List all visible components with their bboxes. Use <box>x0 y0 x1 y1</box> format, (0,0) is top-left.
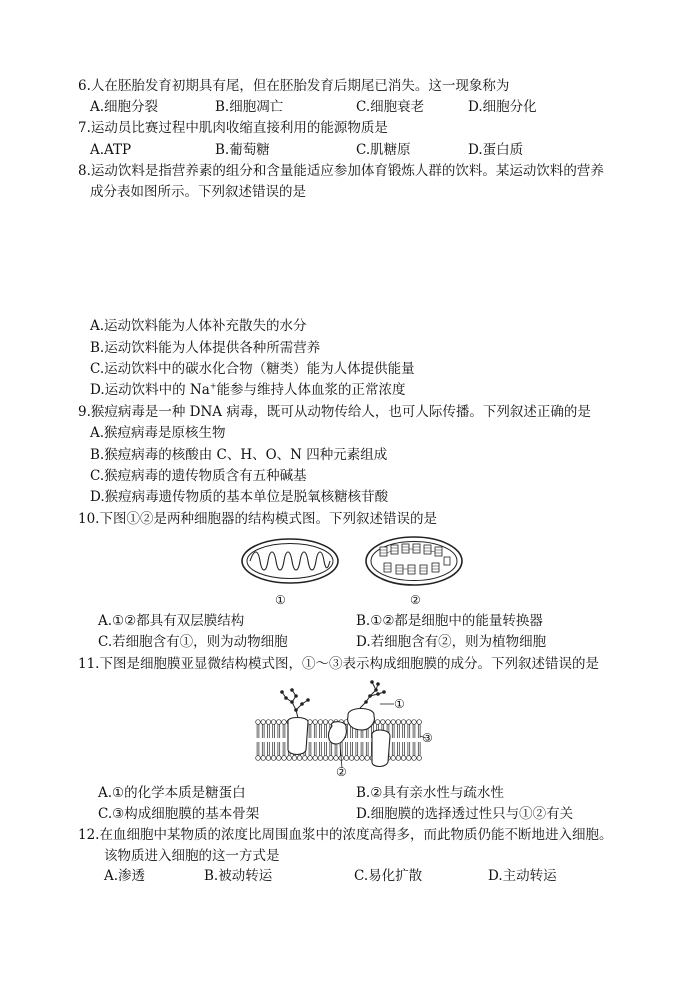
q12-options <box>104 867 664 885</box>
q11-stem: 11.下图是细胞膜亚显微结构模式图，①～③表示构成细胞膜的成分。下列叙述错误的是 <box>78 656 599 672</box>
q10-option-a[interactable]: A.①②都具有双层膜结构 <box>98 613 245 629</box>
q6-options <box>90 98 650 116</box>
q9-option-c[interactable]: C.猴痘病毒的遗传物质含有五种碱基 <box>90 468 307 484</box>
q12-stem-cont: 该物质进入细胞的这一方式是 <box>104 848 280 864</box>
q9-option-a[interactable]: A.猴痘病毒是原核生物 <box>90 425 226 441</box>
q12-stem: 12.在血细胞中某物质的浓度比周围血浆中的浓度高得多，而此物质仍能不断地进入细胞。 <box>78 827 613 843</box>
q6-stem: 6.人在胚胎发育初期具有尾，但在胚胎发育后期尾已消失。这一现象称为 <box>78 78 510 94</box>
q11-label-3: ③ <box>422 731 433 745</box>
q10-option-b[interactable]: B.①②都是细胞中的能量转换器 <box>356 613 543 629</box>
q6-option-a[interactable]: A.细胞分裂 <box>90 99 159 115</box>
q8-option-d-prefix: D.运动饮料中的 Na <box>90 382 210 398</box>
q9-stem: 9.猴痘病毒是一种 DNA 病毒，既可从动物传给人，也可人际传播。下列叙述正确的是 <box>78 404 591 420</box>
cell-membrane-diagram <box>252 676 432 776</box>
q12-option-d[interactable]: D.主动转运 <box>488 868 557 884</box>
q8-stem-cont: 成分表如图所示。下列叙述错误的是 <box>90 184 306 200</box>
q8-option-d-suffix: 能参与维持人体血浆的正常浓度 <box>216 382 406 398</box>
q8-option-c[interactable]: C.运动饮料中的碳水化合物（糖类）能为人体提供能量 <box>90 361 415 377</box>
mitochondrion-diagram <box>240 537 340 585</box>
q7-option-a[interactable]: A.ATP <box>90 142 132 158</box>
q12-option-b[interactable]: B.被动转运 <box>204 868 273 884</box>
q9-option-b[interactable]: B.猴痘病毒的核酸由 C、H、O、N 四种元素组成 <box>90 447 388 463</box>
q11-label-2: ② <box>336 765 347 779</box>
q11-option-b[interactable]: B.②具有亲水性与疏水性 <box>356 785 504 801</box>
q10-options-row2 <box>98 633 658 651</box>
q7-option-c[interactable]: C.肌糖原 <box>356 142 411 158</box>
q7-option-b[interactable]: B.葡萄糖 <box>215 142 270 158</box>
q6-option-b[interactable]: B.细胞凋亡 <box>215 99 284 115</box>
q10-label-1: ① <box>275 593 286 607</box>
q8-option-d[interactable] <box>90 381 406 399</box>
q8-option-d-sup: + <box>209 381 217 391</box>
q10-option-d[interactable]: D.若细胞含有②，则为植物细胞 <box>356 634 547 650</box>
chloroplast-diagram <box>364 535 464 587</box>
q10-label-2: ② <box>410 593 421 607</box>
q6-option-d[interactable]: D.细胞分化 <box>468 99 537 115</box>
q7-options <box>90 141 650 159</box>
q7-option-d[interactable]: D.蛋白质 <box>468 142 524 158</box>
q12-option-c[interactable]: C.易化扩散 <box>354 868 423 884</box>
q12-option-a[interactable]: A.渗透 <box>104 868 146 884</box>
q11-label-1: ① <box>394 697 405 711</box>
q9-option-d[interactable]: D.猴痘病毒遗传物质的基本单位是脱氧核糖核苷酸 <box>90 489 389 505</box>
q10-stem: 10.下图①②是两种细胞器的结构模式图。下列叙述错误的是 <box>78 511 437 527</box>
q11-option-a[interactable]: A.①的化学本质是糖蛋白 <box>98 785 246 801</box>
q11-options-row2 <box>98 805 658 823</box>
q8-option-a[interactable]: A.运动饮料能为人体补充散失的水分 <box>90 318 307 334</box>
q11-option-c[interactable]: C.③构成细胞膜的基本骨架 <box>98 806 260 822</box>
q6-option-c[interactable]: C.细胞衰老 <box>356 99 425 115</box>
q11-options-row1 <box>98 784 658 802</box>
q8-stem: 8.运动饮料是指营养素的组分和含量能适应参加体育锻炼人群的饮料。某运动饮料的营养 <box>78 163 604 179</box>
q10-option-c[interactable]: C.若细胞含有①，则为动物细胞 <box>98 634 288 650</box>
q11-option-d[interactable]: D.细胞膜的选择透过性只与①②有关 <box>356 806 574 822</box>
q7-stem: 7.运动员比赛过程中肌肉收缩直接利用的能源物质是 <box>78 120 388 136</box>
q8-option-b[interactable]: B.运动饮料能为人体提供各种所需营养 <box>90 340 321 356</box>
q10-options-row1 <box>98 612 658 630</box>
